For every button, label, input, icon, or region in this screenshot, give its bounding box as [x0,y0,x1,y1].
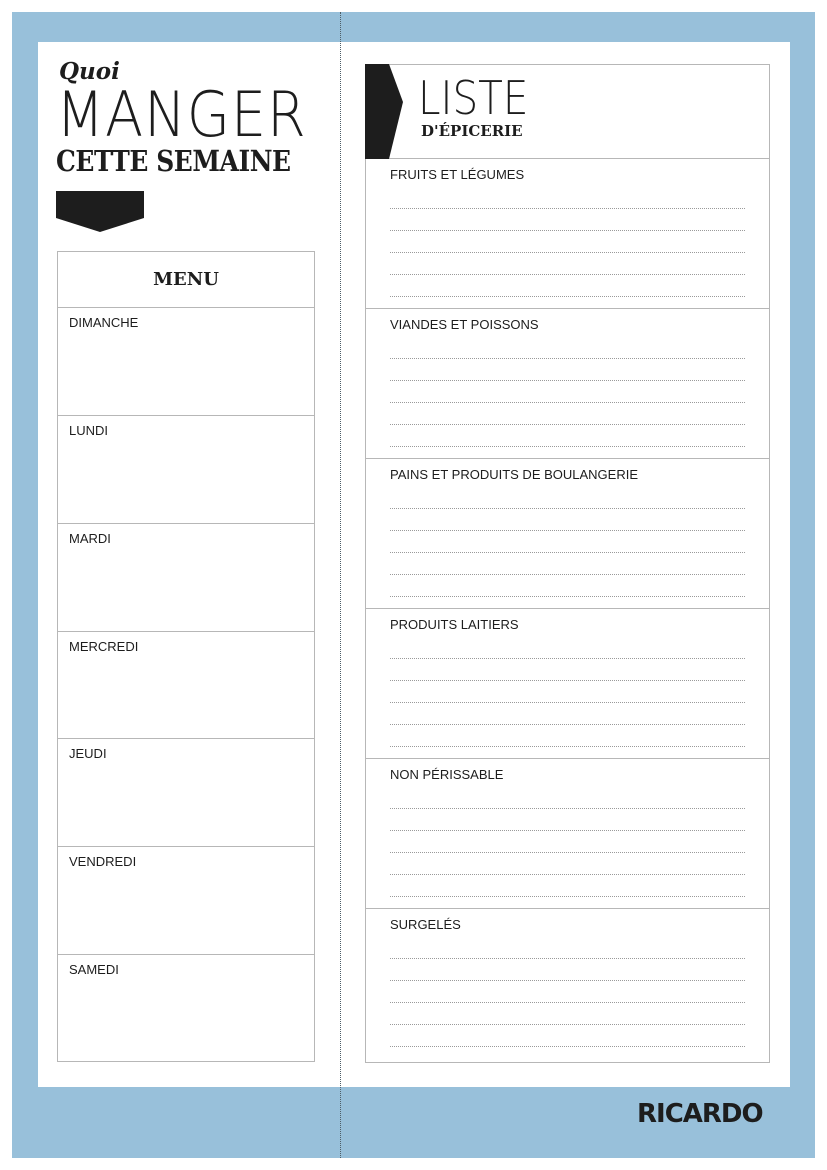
banner-arrow-down-icon [56,191,144,232]
menu-day-samedi[interactable] [58,955,314,1063]
write-lines[interactable] [390,337,745,447]
write-lines[interactable] [390,637,745,747]
menu-day-mardi[interactable] [58,524,314,632]
menu-day-jeudi[interactable] [58,739,314,847]
grocery-list-box [365,64,770,1063]
category-surgeles [366,909,769,1062]
category-label: PRODUITS LAITIERS [390,617,519,632]
ricardo-logo: RICARDO [637,1099,763,1129]
grocery-title: LISTE [418,71,529,125]
category-non-perissable [366,759,769,909]
write-lines[interactable] [390,787,745,897]
write-lines[interactable] [390,187,745,297]
menu-day-dimanche[interactable] [58,308,314,416]
header-manger: MANGER [56,78,307,151]
day-label: SAMEDI [69,962,119,978]
menu-day-mercredi[interactable] [58,632,314,740]
write-lines[interactable] [390,487,745,597]
banner-arrow-right-icon [365,64,403,159]
category-label: PAINS ET PRODUITS DE BOULANGERIE [390,467,639,482]
day-label: JEUDI [69,746,107,762]
category-fruits-legumes [366,159,769,309]
menu-day-vendredi[interactable] [58,847,314,955]
category-label: NON PÉRISSABLE [390,767,504,782]
menu-day-lundi[interactable] [58,416,314,524]
category-label: FRUITS ET LÉGUMES [390,167,525,182]
category-label: VIANDES ET POISSONS [390,317,539,332]
grocery-subtitle: D'ÉPICERIE [421,122,523,140]
category-label: SURGELÉS [390,917,461,932]
menu-title: MENU [58,252,314,308]
category-pains-boulangerie [366,459,769,609]
header-quoi: Quoi [59,58,120,85]
category-produits-laitiers [366,609,769,759]
day-label: LUNDI [69,422,109,438]
menu-box [57,251,315,1062]
grocery-header [366,65,769,159]
day-label: DIMANCHE [69,315,139,330]
category-viandes-poissons [366,309,769,459]
day-label: VENDREDI [69,854,137,870]
fold-line [340,12,341,1158]
header-cette-semaine: CETTE SEMAINE [56,144,291,178]
day-label: MERCREDI [69,638,139,654]
write-lines[interactable] [390,937,745,1047]
day-label: MARDI [69,530,111,546]
